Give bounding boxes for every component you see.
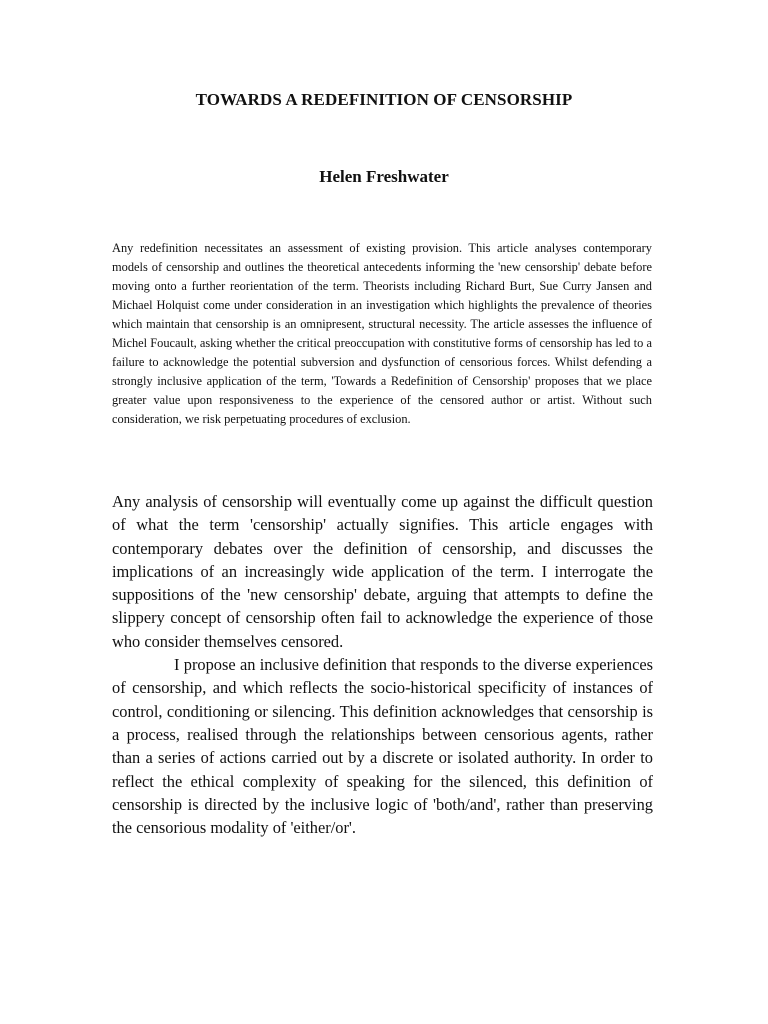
abstract: Any redefinition necessitates an assessment of existing provision. This article analyses contemporary models of censorship and outlines the theoretical antecedents informing the 'new censorship' debate before moving onto a further reorientation of the term. Theorists including Richard Burt, Sue Curry Jansen and Michael Holquist come under consideration in an investigation which highlights the prevalence of theories which maintain that censorship is an omnipresent, structural necessity. The article assesses the influence of Michel Foucault, asking whether the critical preoccupation with constitutive forms of censorship has led to a failure to acknowledge the potential subversion and dysfunction of censorious forces. Whilst defending a strongly inclusive application of the term, 'Towards a Redefinition of Censorship' proposes that we place greater value upon responsiveness to the experience of the censored author or artist. Without such consideration, we risk perpetuating procedures of exclusion. — [112, 241, 652, 426]
body-paragraph: I propose an inclusive definition that responds to the diverse experiences of censorship, and which reflects the socio-historical specificity of instances of control, conditioning or silencing. This definition acknowledges that censorship is a process, realised through the relationships between censorious agents, rather than a series of actions carried out by a discrete or isolated authority. In order to reflect the ethical complexity of speaking for the silenced, this definition of censorship is directed by the inclusive logic of 'both/and', rather than preserving the censorious modality of 'either/or'. — [112, 655, 653, 838]
author-name: Helen Freshwater — [319, 167, 449, 186]
body-text — [112, 490, 653, 839]
body-paragraph: Any analysis of censorship will eventually come up against the difficult question of what the term 'censorship' actually signifies. This article engages with contemporary debates over the definition of censorship, and discusses the implications of an increasingly wide application of the term. I interrogate the suppositions of the 'new censorship' debate, arguing that attempts to define the slippery concept of censorship often fail to acknowledge the experience of those who consider themselves censored. — [112, 492, 653, 651]
paper-title: TOWARDS A REDEFINITION OF CENSORSHIP — [195, 90, 573, 109]
